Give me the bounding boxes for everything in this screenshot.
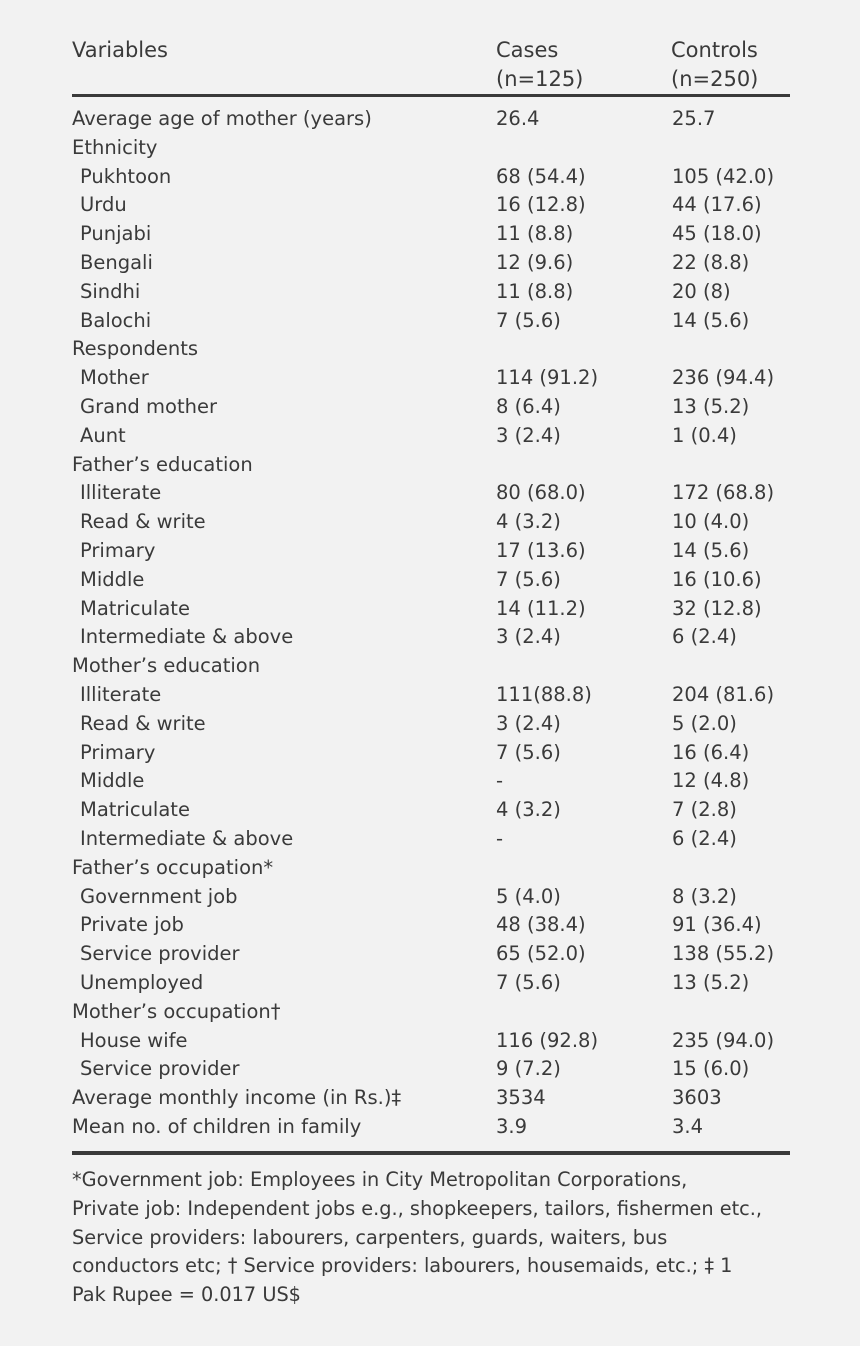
row-cases-value: 3534 — [496, 1086, 546, 1110]
table-row — [72, 566, 788, 595]
row-controls-value: 172 (68.8) — [672, 481, 775, 505]
row-label: Mother’s occupation† — [72, 999, 281, 1023]
row-cases-value: 68 (54.4) — [496, 164, 586, 188]
row-controls-value: 3603 — [672, 1086, 722, 1110]
table-row — [72, 278, 788, 307]
row-cases-value: 80 (68.0) — [496, 481, 586, 505]
row-cases-value: 9 (7.2) — [496, 1057, 561, 1081]
table-row — [72, 969, 788, 998]
row-cases-value: 3 (2.4) — [496, 423, 561, 447]
row-label: Sindhi — [80, 279, 141, 303]
row-controls-value: 13 (5.2) — [672, 970, 750, 994]
table-row — [72, 595, 788, 624]
row-label: Read & write — [80, 510, 206, 534]
row-cases-value: - — [496, 769, 504, 793]
table-row — [72, 508, 788, 537]
row-label: Ethnicity — [72, 135, 158, 159]
footnote-line: Pak Rupee = 0.017 US$ — [72, 1283, 301, 1307]
table-row — [72, 479, 788, 508]
row-controls-value: 16 (10.6) — [672, 567, 762, 591]
table-row — [72, 1027, 788, 1056]
row-label: Average age of mother (years) — [72, 107, 372, 130]
table-row — [72, 364, 788, 393]
row-label: Mother’s education — [72, 654, 261, 678]
row-label: Illiterate — [80, 682, 162, 706]
row-controls-value: 44 (17.6) — [672, 193, 762, 217]
row-controls-value: 22 (8.8) — [672, 250, 750, 274]
row-controls-value: 6 (2.4) — [672, 826, 737, 850]
table-row-group — [72, 1113, 788, 1142]
table-row — [72, 796, 788, 825]
row-controls-value: 3.4 — [672, 1114, 704, 1138]
row-cases-value: 12 (9.6) — [496, 250, 574, 274]
row-label: Middle — [80, 769, 145, 793]
table-row — [72, 307, 788, 336]
row-controls-value: 16 (6.4) — [672, 740, 750, 764]
row-label: Grand mother — [80, 394, 217, 418]
row-label: Mother — [80, 366, 149, 390]
row-label: Middle — [80, 567, 145, 591]
row-label: Aunt — [80, 423, 126, 447]
row-controls-value: 138 (55.2) — [672, 942, 775, 966]
row-cases-value: 7 (5.6) — [496, 308, 561, 332]
header-controls-title: Controls — [671, 38, 758, 62]
header-cases-n: (n=125) — [496, 67, 584, 91]
row-controls-value: 14 (5.6) — [672, 308, 750, 332]
row-label: Bengali — [80, 250, 153, 274]
row-label: Illiterate — [80, 481, 162, 505]
table-row — [72, 739, 788, 768]
table-row-group — [72, 652, 788, 681]
table-row — [72, 1055, 788, 1084]
table-row — [72, 911, 788, 940]
row-label: Father’s education — [72, 452, 253, 476]
table-row — [72, 767, 788, 796]
row-cases-value: 11 (8.8) — [496, 279, 574, 303]
footnote-line: *Government job: Employees in City Metropolitan Corporations, — [72, 1168, 688, 1191]
row-controls-value: 236 (94.4) — [672, 366, 775, 390]
row-label: Respondents — [72, 337, 199, 361]
row-cases-value: 7 (5.6) — [496, 970, 561, 994]
table-body — [72, 105, 788, 1142]
table-row-group — [72, 998, 788, 1027]
header-cases — [496, 36, 583, 94]
row-label: Pukhtoon — [80, 164, 172, 188]
row-label: Father’s occupation* — [72, 855, 274, 879]
row-cases-value: 17 (13.6) — [496, 538, 586, 562]
row-label: Matriculate — [80, 798, 190, 822]
row-controls-value: 235 (94.0) — [672, 1028, 775, 1052]
row-label: Average monthly income (in Rs.)‡ — [72, 1086, 402, 1110]
table-row — [72, 883, 788, 912]
row-controls-value: 45 (18.0) — [672, 222, 762, 246]
row-label: Balochi — [80, 308, 152, 332]
row-label: Primary — [80, 740, 156, 764]
row-controls-value: 6 (2.4) — [672, 625, 737, 649]
table-header — [72, 36, 788, 96]
row-label: Read & write — [80, 711, 206, 735]
table-row — [72, 249, 788, 278]
header-controls-n: (n=250) — [671, 67, 759, 91]
row-controls-value: 14 (5.6) — [672, 538, 750, 562]
row-cases-value: 111(88.8) — [496, 682, 592, 706]
footnote-line: Service providers: labourers, carpenters, guards, waiters, bus — [72, 1225, 668, 1249]
table-row — [72, 163, 788, 192]
row-cases-value: 116 (92.8) — [496, 1028, 599, 1052]
table-row — [72, 191, 788, 220]
row-controls-value: 91 (36.4) — [672, 913, 762, 937]
row-controls-value: 1 (0.4) — [672, 423, 737, 447]
row-cases-value: 26.4 — [496, 107, 540, 130]
row-label: Urdu — [80, 193, 127, 217]
footnote-line: Private job: Independent jobs e.g., shopkeepers, tailors, fishermen etc., — [72, 1196, 762, 1220]
row-cases-value: 65 (52.0) — [496, 942, 586, 966]
row-controls-value: 10 (4.0) — [672, 510, 750, 534]
row-controls-value: 204 (81.6) — [672, 682, 775, 706]
footnote-line: conductors etc; † Service providers: labourers, housemaids, etc.; ‡ 1 — [72, 1254, 733, 1278]
row-cases-value: 5 (4.0) — [496, 884, 561, 908]
row-controls-value: 8 (3.2) — [672, 884, 737, 908]
table-row-group — [72, 134, 788, 163]
row-cases-value: 16 (12.8) — [496, 193, 586, 217]
row-cases-value: 114 (91.2) — [496, 366, 599, 390]
table-row-group — [72, 335, 788, 364]
row-cases-value: 48 (38.4) — [496, 913, 586, 937]
table-row — [72, 422, 788, 451]
row-label: Service provider — [80, 1057, 240, 1081]
row-cases-value: 3 (2.4) — [496, 625, 561, 649]
row-controls-value: 7 (2.8) — [672, 798, 737, 822]
header-cases-title: Cases — [496, 38, 559, 62]
row-controls-value: 105 (42.0) — [672, 164, 775, 188]
header-divider — [72, 94, 790, 97]
header-variables: Variables — [72, 38, 168, 62]
row-label: Mean no. of children in family — [72, 1114, 362, 1138]
row-label: Government job — [80, 884, 238, 908]
row-cases-value: 7 (5.6) — [496, 567, 561, 591]
table-row — [72, 220, 788, 249]
row-controls-value: 20 (8) — [672, 279, 731, 303]
row-controls-value: 12 (4.8) — [672, 769, 750, 793]
table-row-group — [72, 854, 788, 883]
row-cases-value: 8 (6.4) — [496, 394, 561, 418]
row-label: Private job — [80, 913, 184, 937]
table-row — [72, 825, 788, 854]
row-label: House wife — [80, 1028, 188, 1052]
row-label: Unemployed — [80, 970, 204, 994]
row-cases-value: 4 (3.2) — [496, 798, 561, 822]
row-cases-value: - — [496, 826, 504, 850]
row-controls-value: 32 (12.8) — [672, 596, 762, 620]
table-row — [72, 681, 788, 710]
table-row-group — [72, 105, 788, 134]
row-cases-value: 3 (2.4) — [496, 711, 561, 735]
row-cases-value: 3.9 — [496, 1114, 528, 1138]
table-row-group — [72, 451, 788, 480]
row-label: Matriculate — [80, 596, 190, 620]
row-label: Intermediate & above — [80, 826, 294, 850]
table-row — [72, 710, 788, 739]
row-label: Punjabi — [80, 222, 152, 246]
row-cases-value: 14 (11.2) — [496, 596, 586, 620]
table-row — [72, 393, 788, 422]
row-controls-value: 15 (6.0) — [672, 1057, 750, 1081]
table-row — [72, 623, 788, 652]
row-cases-value: 4 (3.2) — [496, 510, 561, 534]
header-controls — [671, 36, 758, 94]
row-controls-value: 5 (2.0) — [672, 711, 737, 735]
row-controls-value: 25.7 — [672, 107, 716, 130]
row-controls-value: 13 (5.2) — [672, 394, 750, 418]
table-bottom-divider — [72, 1151, 790, 1155]
table-row — [72, 940, 788, 969]
row-label: Primary — [80, 538, 156, 562]
table-row-group — [72, 1084, 788, 1113]
table-row — [72, 537, 788, 566]
table-footnote — [72, 1166, 792, 1310]
row-label: Service provider — [80, 942, 240, 966]
row-cases-value: 11 (8.8) — [496, 222, 574, 246]
row-cases-value: 7 (5.6) — [496, 740, 561, 764]
row-label: Intermediate & above — [80, 625, 294, 649]
